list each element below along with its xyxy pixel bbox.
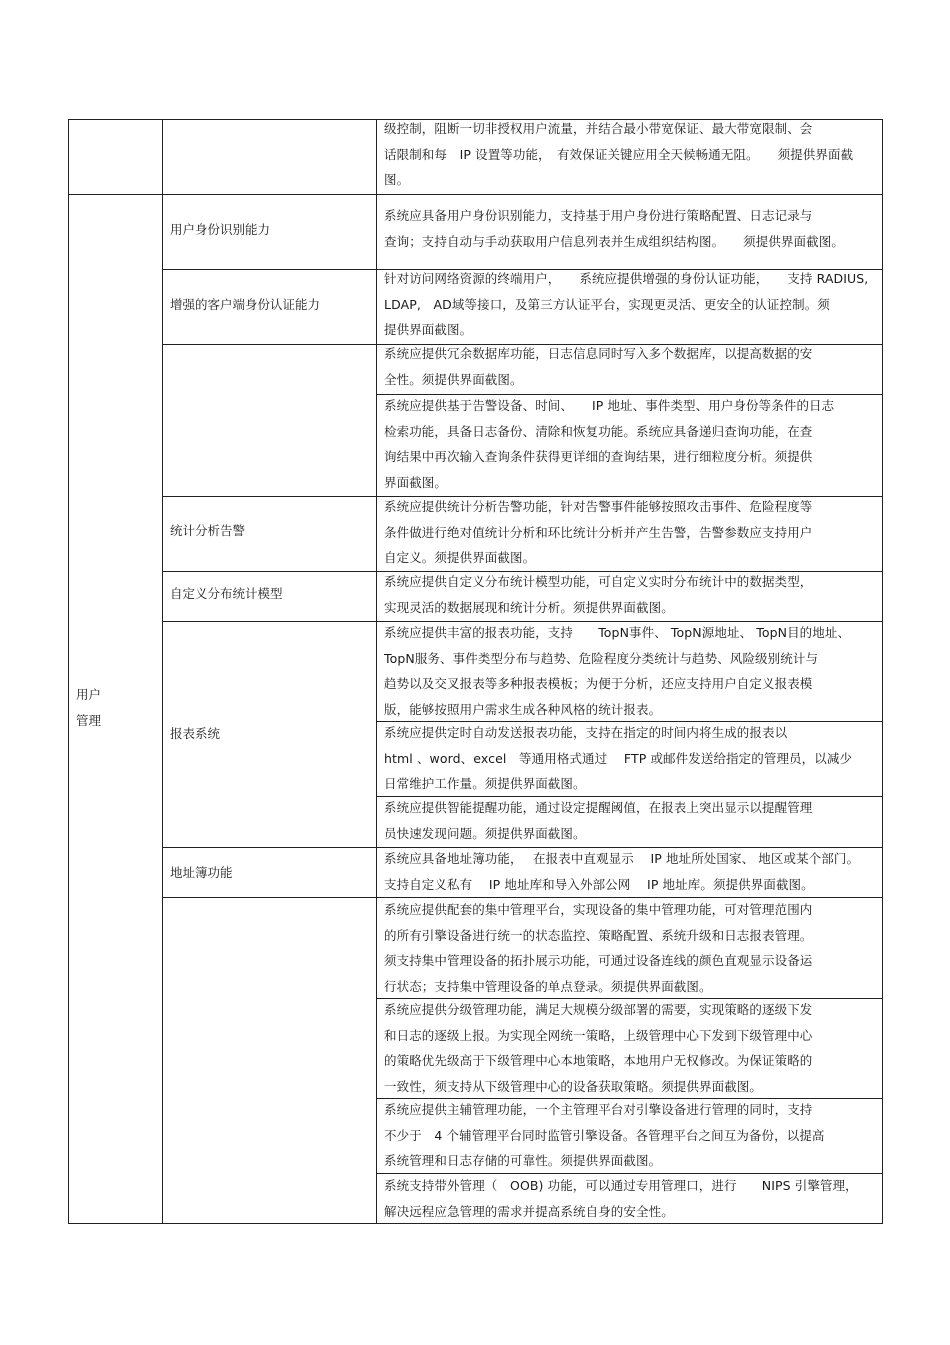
feature-custom-model: 自定义分布统计模型 bbox=[170, 586, 283, 601]
requirement-cell bbox=[384, 846, 859, 897]
text-line: 系统应提供冗余数据库功能，日志信息同时写入多个数据库，以提高数据的安 bbox=[384, 346, 813, 361]
text-line: 系统应提供定时自动发送报表功能，支持在指定的时间内将生成的报表以 bbox=[384, 725, 788, 740]
row-divider bbox=[68, 194, 883, 195]
text-line: html 、word、excel 等通用格式通过 FTP 或邮件发送给指定的管理员，以减少 bbox=[384, 750, 853, 766]
text-line: 日常维护工作量。须提供界面截图。 bbox=[384, 776, 586, 791]
text-line: LDAP, AD域等接口，及第三方认证平台，实现更灵活、更安全的认证控制。须 bbox=[384, 296, 830, 312]
requirement-cell bbox=[384, 203, 844, 254]
requirement-cell bbox=[384, 393, 834, 495]
requirement-cell bbox=[384, 997, 812, 1099]
text-line: 话限制和每 IP 设置等功能， 有效保证关键应用全天候畅通无阻。 须提供界面截 bbox=[384, 146, 854, 162]
text-line: 行状态；支持集中管理设备的单点登录。须提供界面截图。 bbox=[384, 978, 712, 994]
text-line: 员快速发现问题。须提供界面截图。 bbox=[384, 825, 586, 841]
requirement-cell bbox=[384, 341, 812, 392]
requirement-cell bbox=[384, 494, 812, 571]
text-line: 一致性，须支持从下级管理中心的设备获取策略。须提供界面截图。 bbox=[384, 1078, 763, 1094]
text-line: 系统应提供统计分析告警功能，针对告警事件能够按照攻击事件、危险程度等 bbox=[384, 499, 813, 514]
text-line: 条件做进行绝对值统计分析和环比统计分析并产生告警，告警参数应支持用户 bbox=[384, 524, 813, 540]
requirement-cell bbox=[384, 795, 812, 846]
text-line: TopN服务、事件类型分布与趋势、危险程度分类统计与趋势、风险级别统计与 bbox=[384, 650, 819, 666]
text-line: 级控制，阻断一切非授权用户流量，并结合最小带宽保证、最大带宽限制、会 bbox=[384, 121, 813, 136]
text-line: 系统应提供智能提醒功能，通过设定提醒阈值，在报表上突出显示以提醒管理 bbox=[384, 800, 813, 815]
text-line: 系统管理和日志存储的可靠性。须提供界面截图。 bbox=[384, 1153, 662, 1168]
text-line: 系统应提供分级管理功能，满足大规模分级部署的需要，实现策略的逐级下发 bbox=[384, 1002, 813, 1017]
text-line: 界面截图。 bbox=[384, 474, 448, 490]
feature-report: 报表系统 bbox=[170, 726, 221, 741]
table-col-divider-2 bbox=[376, 119, 377, 1224]
category-line: 管理 bbox=[76, 713, 102, 728]
requirement-cell bbox=[384, 266, 868, 343]
text-line: 实现灵活的数据展现和统计分析。须提供界面截图。 bbox=[384, 599, 674, 615]
requirement-cell bbox=[384, 620, 850, 722]
text-line: 和日志的逐级上报。为实现全网统一策略，上级管理中心下发到下级管理中心 bbox=[384, 1027, 813, 1043]
requirement-cell bbox=[384, 897, 812, 999]
table-border-left bbox=[68, 119, 69, 1224]
text-line: 的所有引擎设备进行统一的状态监控、策略配置、系统升级和日志报表管理。 bbox=[384, 927, 813, 943]
text-line: 针对访问网络资源的终端用户， 系统应提供增强的身份认证功能， 支持 RADIUS, bbox=[384, 271, 869, 286]
feature-address-book: 地址簿功能 bbox=[170, 865, 233, 880]
text-line: 询结果中再次输入查询条件获得更详细的查询结果，进行细粒度分析。须提供 bbox=[384, 449, 813, 464]
category-label bbox=[76, 682, 101, 734]
text-line: 系统应具备地址簿功能， 在报表中直观显示 IP 地址所处国家、 地区或某个部门。 bbox=[384, 851, 860, 866]
text-line: 自定义。须提供界面截图。 bbox=[384, 550, 536, 565]
text-line: 不少于 4 个辅管理平台同时监管引擎设备。各管理平台之间互为备份，以提高 bbox=[384, 1127, 825, 1143]
text-line: 全性。须提供界面截图。 bbox=[384, 371, 523, 387]
text-line: 版，能够按照用户需求生成各种风格的统计报表。 bbox=[384, 701, 662, 717]
text-line: 系统应提供丰富的报表功能，支持 TopN事件、 TopN源地址、 TopN目的地址、 bbox=[384, 625, 851, 640]
text-line: 系统应提供主辅管理功能，一个主管理平台对引擎设备进行管理的同时，支持 bbox=[384, 1102, 813, 1117]
text-line: 系统应提供配套的集中管理平台，实现设备的集中管理功能，可对管理范围内 bbox=[384, 902, 813, 917]
text-line: 检索功能，具备日志备份、清除和恢复功能。系统应具备递归查询功能，在查 bbox=[384, 423, 813, 439]
text-line: 须支持集中管理设备的拓扑展示功能，可通过设备连线的颜色直观显示设备运 bbox=[384, 953, 813, 968]
table-border-right bbox=[882, 119, 883, 1224]
text-line: 系统应具备用户身份识别能力，支持基于用户身份进行策略配置、日志记录与 bbox=[384, 208, 813, 223]
text-line: 提供界面截图。 bbox=[384, 322, 473, 337]
text-line: 图。 bbox=[384, 172, 410, 187]
text-line: 的策略优先级高于下级管理中心本地策略，本地用户无权修改。为保证策略的 bbox=[384, 1053, 813, 1068]
requirement-cell bbox=[384, 1097, 825, 1174]
text-line: 系统应提供自定义分布统计模型功能，可自定义实时分布统计中的数据类型， bbox=[384, 574, 813, 589]
text-line: 趋势以及交叉报表等多种报表模板；为便于分析，还应支持用户自定义报表模 bbox=[384, 676, 813, 691]
category-line: 用户 bbox=[76, 687, 102, 702]
feature-client-auth: 增强的客户端身份认证能力 bbox=[170, 297, 321, 312]
requirement-cell bbox=[384, 569, 812, 620]
text-line: 查询；支持自动与手动获取用户信息列表并生成组织结构图。 须提供界面截图。 bbox=[384, 233, 844, 249]
text-line: 解决远程应急管理的需求并提高系统自身的安全性。 bbox=[384, 1203, 674, 1219]
table-col-divider-1 bbox=[162, 119, 163, 1224]
text-line: 系统应提供基于告警设备、时间、 IP 地址、事件类型、用户身份等条件的日志 bbox=[384, 398, 835, 413]
requirement-cell bbox=[384, 720, 852, 797]
requirement-cell bbox=[384, 116, 853, 193]
text-line: 系统支持带外管理（ OOB) 功能，可以通过专用管理口，进行 NIPS 引擎管理， bbox=[384, 1178, 858, 1193]
feature-stats-alert: 统计分析告警 bbox=[170, 523, 246, 538]
requirement-cell bbox=[384, 1173, 858, 1224]
text-line: 支持自定义私有 IP 地址库和导入外部公网 IP 地址库。须提供界面截图。 bbox=[384, 876, 814, 892]
feature-identity: 用户身份识别能力 bbox=[170, 222, 271, 237]
